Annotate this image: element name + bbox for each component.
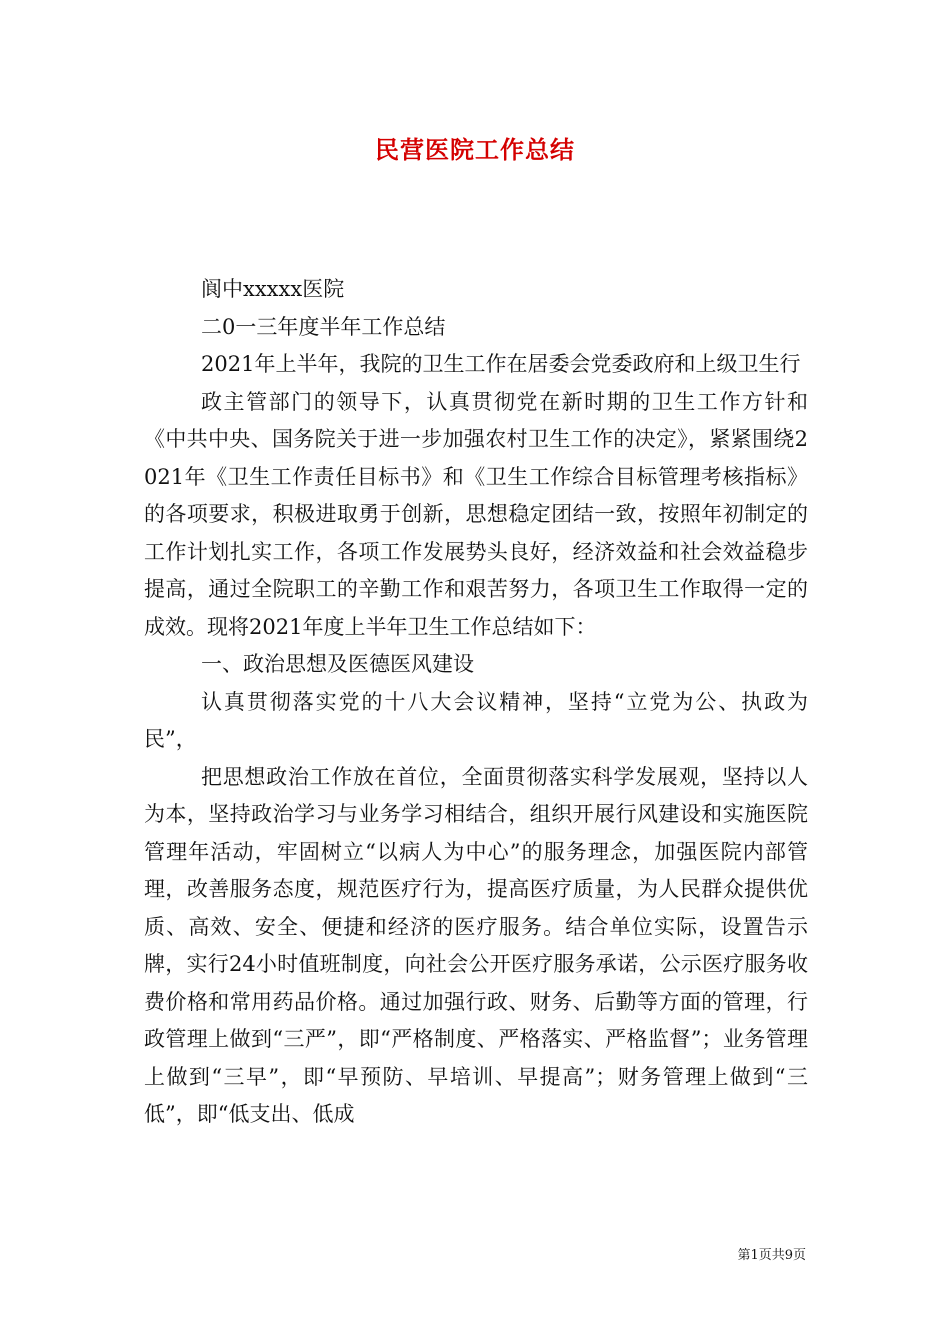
paragraph-hospital-name: 阆中xxxxx医院 (201, 277, 345, 301)
paragraph-section-1-body: 把思想政治工作放在首位，全面贯彻落实科学发展观，坚持以人为本，坚持政治学习与业务学习相结合，组织开展行风建设和实施医院管理年活动，牢固树立“以病人为中心”的服务理念，加强医院内部管理，改善服务态度，规范医疗行为，提高医疗质量，为人民群众提供优质、高效、安全、便捷和经济的医疗服务。结合单位实际，设置告示牌，实行24小时值班制度，向社会公开医疗服务承诺，公示医疗服务收费价格和常用药品价格。通过加强行政、财务、后勤等方面的管理，行政管理上做到“三严”，即“严格制度、严格落实、严格监督”；业务管理上做到“三早”，即“早预防、早培训、早提高”；财务管理上做到“三低”，即“低支出、低成 (144, 764, 808, 1126)
section-heading-1: 一、政治思想及医德医风建设 (201, 652, 474, 676)
paragraph-intro-body: 政主管部门的领导下，认真贯彻党在新时期的卫生工作方针和《中共中央、国务院关于进一步加强农村卫生工作的决定》，紧紧围绕2021年《卫生工作责任目标书》和《卫生工作综合目标管理考核指标》的各项要求，积极进取勇于创新，思想稳定团结一致，按照年初制定的工作计划扎实工作，各项工作发展势头良好，经济效益和社会效益稳步提高，通过全院职工的辛勤工作和艰苦努力，各项卫生工作取得一定的成效。现将2021年度上半年卫生工作总结如下： (144, 389, 808, 639)
paragraph-section-1-line: 认真贯彻落实党的十八大会议精神，坚持“立党为公、执政为民”， (144, 689, 808, 751)
document-body (144, 271, 808, 1134)
paragraph-report-title: 二0一三年度半年工作总结 (201, 314, 446, 339)
document-title: 民营医院工作总结 (375, 136, 575, 164)
paragraph-intro-line: 2021年上半年，我院的卫生工作在居委会党委政府和上级卫生行 (201, 352, 801, 376)
page-number: 第1页共9页 (737, 1248, 806, 1263)
